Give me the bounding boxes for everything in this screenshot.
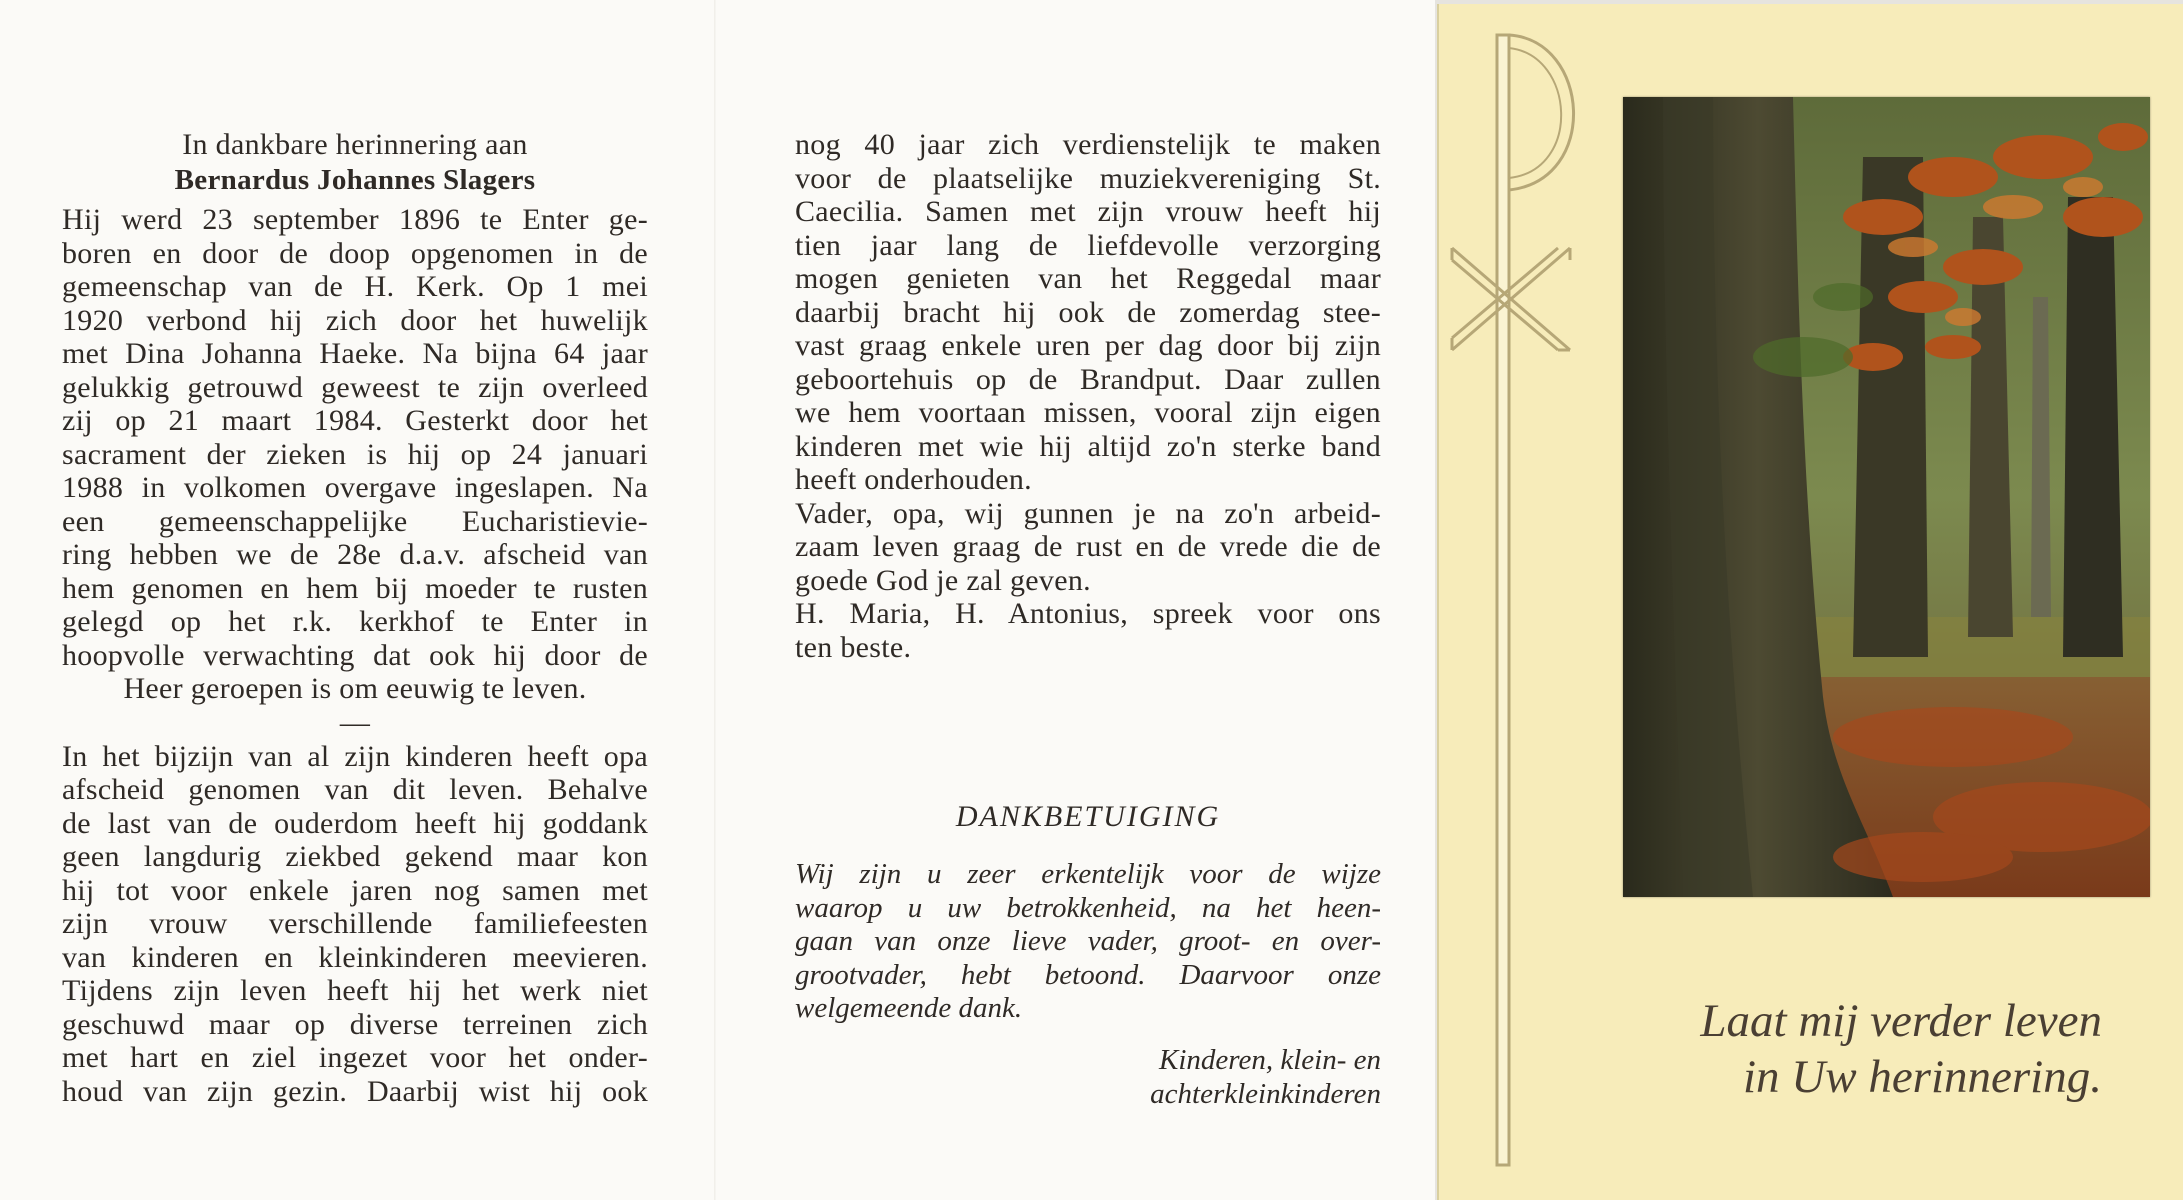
- text-line: vast graag enkele uren per dag door bij zijn: [795, 329, 1381, 362]
- center-fold: [714, 0, 716, 1200]
- text-line: Caecilia. Samen met zijn vrouw heeft hij: [795, 195, 1381, 228]
- text-line: waarop u uw betrokkenheid, na het heen-: [795, 891, 1381, 924]
- text-line: heeft onderhouden.: [795, 463, 1032, 496]
- text-line: ring hebben we de 28e d.a.v. afscheid van: [62, 538, 648, 571]
- text-line: tien jaar lang de liefdevolle verzorging: [795, 228, 1381, 262]
- text-line: Wij zijn u zeer erkentelijk voor de wijze: [795, 858, 1381, 890]
- signature-line: Kinderen, klein- en: [1159, 1044, 1381, 1076]
- text-line: Tijdens zijn leven heeft hij het werk niet: [62, 974, 648, 1007]
- deceased-name: Bernardus Johannes Slagers: [174, 163, 536, 196]
- thanks-heading: DANKBETUIGING: [955, 800, 1221, 833]
- text-line: nog 40 jaar zich verdienstelijk te maken: [795, 128, 1381, 161]
- text-line: 1920 verbond hij zich door het huwelijk: [62, 303, 648, 337]
- motto-text: [1600, 993, 2102, 1105]
- text-line: gelegd op het r.k. kerkhof te Enter in: [62, 605, 648, 638]
- text-line: afscheid genomen van dit leven. Behalve: [62, 773, 648, 806]
- text-line: hij tot voor enkele jaren nog samen met: [62, 873, 648, 907]
- middle-column: [795, 128, 1381, 664]
- chi-rho-icon: [1440, 20, 1620, 1180]
- thanks-paragraph: [795, 858, 1381, 1026]
- text-line: sacrament der zieken is hij op 24 januari: [62, 437, 648, 471]
- text-line: Vader, opa, wij gunnen je na zo'n arbeid-: [795, 496, 1381, 530]
- autumn-forest-photo: [1623, 97, 2150, 897]
- signature-line: achterkleinkinderen: [1150, 1077, 1381, 1110]
- text-line: met Dina Johanna Haeke. Na bijna 64 jaar: [62, 337, 648, 370]
- text-line: de last van de ouderdom heeft hij goddank: [62, 806, 648, 840]
- text-line: welgemeende dank.: [795, 992, 1023, 1024]
- text-line: zijn vrouw verschillende familiefeesten: [62, 907, 648, 940]
- text-line: geschuwd maar op diverse terreinen zich: [62, 1007, 648, 1041]
- motto-line: in Uw herinnering.: [1742, 1051, 2102, 1103]
- text-line: gelukkig getrouwd geweest te zijn overleed: [62, 370, 648, 404]
- biography-paragraph: [62, 203, 648, 706]
- text-line: zij op 21 maart 1984. Gesterkt door het: [62, 404, 648, 437]
- text-line: goede God je zal geven.: [795, 563, 1091, 597]
- separator-dash: —: [339, 705, 371, 739]
- text-line: Hij werd 23 september 1896 te Enter ge-: [62, 203, 648, 236]
- text-line: gemeenschap van de H. Kerk. Op 1 mei: [62, 270, 648, 303]
- intro-line: In dankbare herinnering aan: [182, 128, 528, 161]
- text-line: een gemeenschappelijke Eucharistievie-: [62, 504, 648, 538]
- text-line: geen langdurig ziekbed gekend maar kon: [62, 840, 648, 873]
- text-line: van kinderen en kleinkinderen meevieren.: [62, 940, 648, 974]
- family-paragraph: [62, 740, 648, 1109]
- farewell-paragraph: [795, 497, 1381, 598]
- text-line: In het bijzijn van al zijn kinderen heeft opa: [62, 739, 648, 773]
- text-line: daarbij bracht hij ook de zomerdag stee-: [795, 295, 1381, 329]
- text-line: voor de plaatselijke muziekvereniging St.: [795, 161, 1381, 195]
- life-paragraph: [795, 128, 1381, 497]
- text-line: ten beste.: [795, 630, 912, 664]
- left-column: [62, 128, 648, 1108]
- thanks-signature: [795, 1044, 1381, 1111]
- prayer-paragraph: [795, 597, 1381, 664]
- text-line: 1988 in volkomen overgave ingeslapen. Na: [62, 471, 648, 504]
- text-line: gaan van onze lieve vader, groot- en over-: [795, 925, 1381, 957]
- text-line: hoopvolle verwachting dat ook hij door de: [62, 638, 648, 672]
- text-line: we hem voortaan missen, vooral zijn eigen: [795, 396, 1381, 429]
- text-line: H. Maria, H. Antonius, spreek voor ons: [795, 597, 1381, 630]
- motto-line: Laat mij verder leven: [1700, 995, 2102, 1047]
- text-line: boren en door de doop opgenomen in de: [62, 236, 648, 270]
- text-line: hem genomen en hem bij moeder te rusten: [62, 571, 648, 605]
- text-line: Heer geroepen is om eeuwig te leven.: [123, 672, 587, 705]
- text-line: kinderen met wie hij altijd zo'n sterke band: [795, 429, 1381, 463]
- text-line: mogen genieten van het Reggedal maar: [795, 262, 1381, 295]
- text-line: geboortehuis op de Brandput. Daar zullen: [795, 362, 1381, 396]
- text-line: houd van zijn gezin. Daarbij wist hij ook: [62, 1074, 648, 1108]
- text-line: zaam leven graag de rust en de vrede die de: [795, 530, 1381, 563]
- text-line: met hart en ziel ingezet voor het onder-: [62, 1041, 648, 1074]
- text-line: grootvader, hebt betoond. Daarvoor onze: [795, 958, 1381, 991]
